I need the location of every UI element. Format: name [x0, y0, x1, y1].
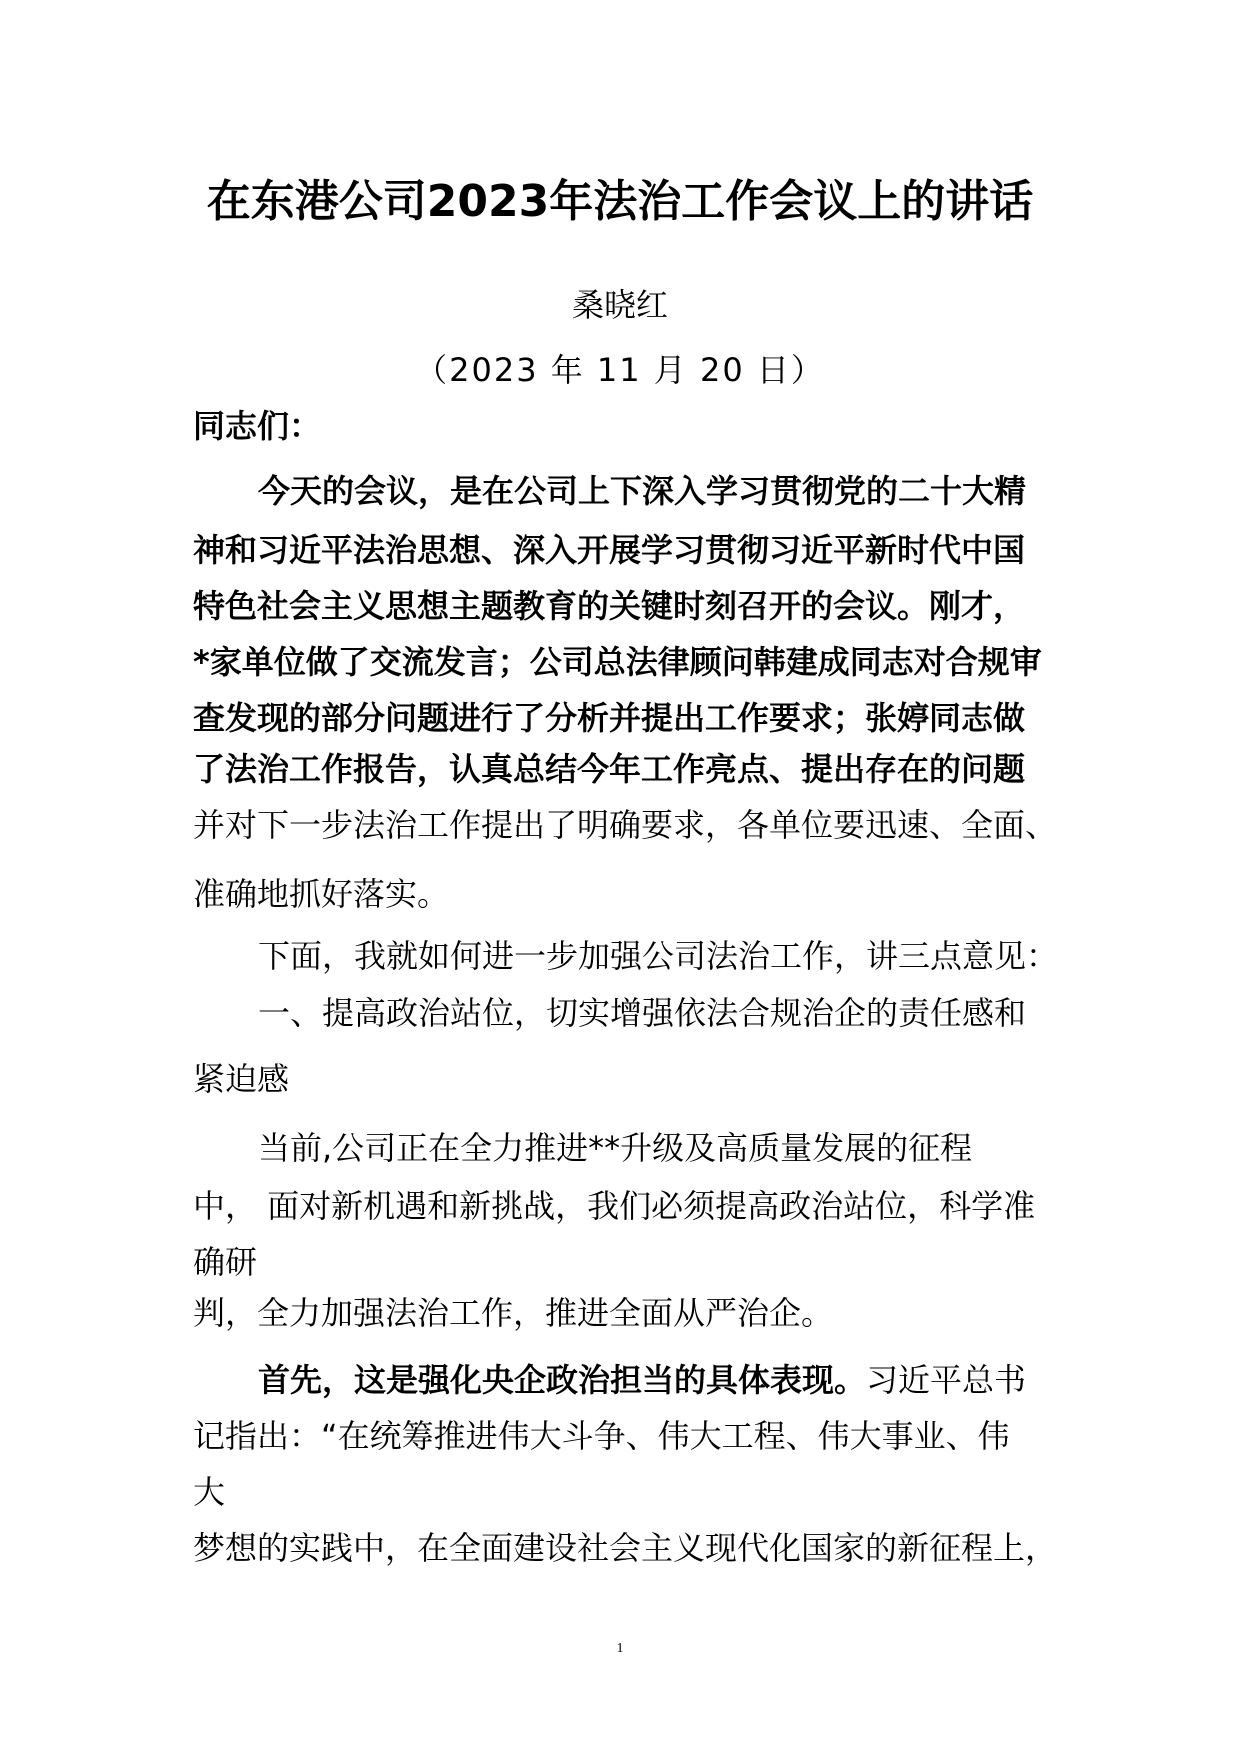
- paragraph-line: [193, 1472, 225, 1512]
- document-title: 在东港公司2023年法治工作会议上的讲话: [206, 176, 1034, 227]
- paragraph-line: [193, 1242, 257, 1282]
- paragraph-line: [193, 530, 1025, 570]
- paragraph-line: [193, 1059, 289, 1099]
- paragraph-line: [258, 993, 1026, 1033]
- text-segment: 判，全力加强法治工作，推进全面从严治企。: [193, 1294, 834, 1332]
- text-segment: 当前,公司正在全力推进**升级及高质量发展的征程: [258, 1129, 973, 1167]
- salutation: 同志们：: [193, 407, 322, 445]
- text-segment: 确研: [193, 1243, 258, 1281]
- text-segment: 大: [193, 1473, 226, 1511]
- text-segment: 特色社会主义思想主题教育的关键时刻召开的会议。刚才，: [193, 587, 1026, 625]
- paragraph-line: [193, 1528, 1057, 1568]
- text-segment: 准确地抓好落实。: [193, 875, 450, 913]
- text-segment: *家单位做了交流发言；公司总法律顾问韩建成同志对合规审: [193, 643, 1042, 681]
- text-segment: 下面，我就如何进一步加强公司法治工作，讲三点意见：: [258, 937, 1059, 975]
- author: 桑晓红: [571, 286, 668, 324]
- text-segment: 习近平总书: [866, 1361, 1027, 1399]
- date: （2023 年 11 月 20 日）: [415, 351, 825, 389]
- paragraph-line: [193, 874, 449, 914]
- paragraph-line: [193, 1186, 1035, 1226]
- paragraph-line: [258, 936, 1058, 976]
- text-segment: 神和习近平法治思想、深入开展学习贯彻习近平新时代中国: [193, 531, 1026, 569]
- paragraph-line: [258, 1360, 1026, 1400]
- paragraph-line: [193, 698, 1025, 738]
- paragraph-line: [193, 642, 1042, 682]
- text-segment: 了法治工作报告，认真总结今年工作亮点、提出存在的问题: [193, 750, 1026, 788]
- text-segment: 记指出：“在统筹推进伟大斗争、伟大工程、伟大事业、伟: [193, 1417, 1010, 1455]
- page-number: 1: [616, 1641, 624, 1656]
- text-segment: 一、提高政治站位，切实增强依法合规治企的责任感和: [258, 994, 1027, 1032]
- paragraph-line: [258, 1128, 972, 1168]
- paragraph-line: [193, 805, 1057, 845]
- text-segment: 并对下一步法治工作提出了明确要求，各单位要迅速、全面、: [193, 806, 1058, 844]
- paragraph-line: [193, 1416, 1010, 1456]
- paragraph-line: [193, 586, 1025, 626]
- paragraph-line: [193, 1293, 833, 1333]
- text-segment: 首先，这是强化央企政治担当的具体表现。: [258, 1361, 867, 1399]
- text-segment: 查发现的部分问题进行了分析并提出工作要求；张婷同志做: [193, 699, 1026, 737]
- paragraph-line: [193, 749, 1025, 789]
- text-segment: 中， 面对新机遇和新挑战，我们必须提高政治站位，科学准: [193, 1187, 1036, 1225]
- paragraph-line: [258, 471, 1026, 511]
- text-segment: 梦想的实践中，在全面建设社会主义现代化国家的新征程上，: [193, 1529, 1058, 1567]
- text-segment: 今天的会议，是在公司上下深入学习贯彻党的二十大精: [258, 472, 1027, 510]
- text-segment: 紧迫感: [193, 1060, 290, 1098]
